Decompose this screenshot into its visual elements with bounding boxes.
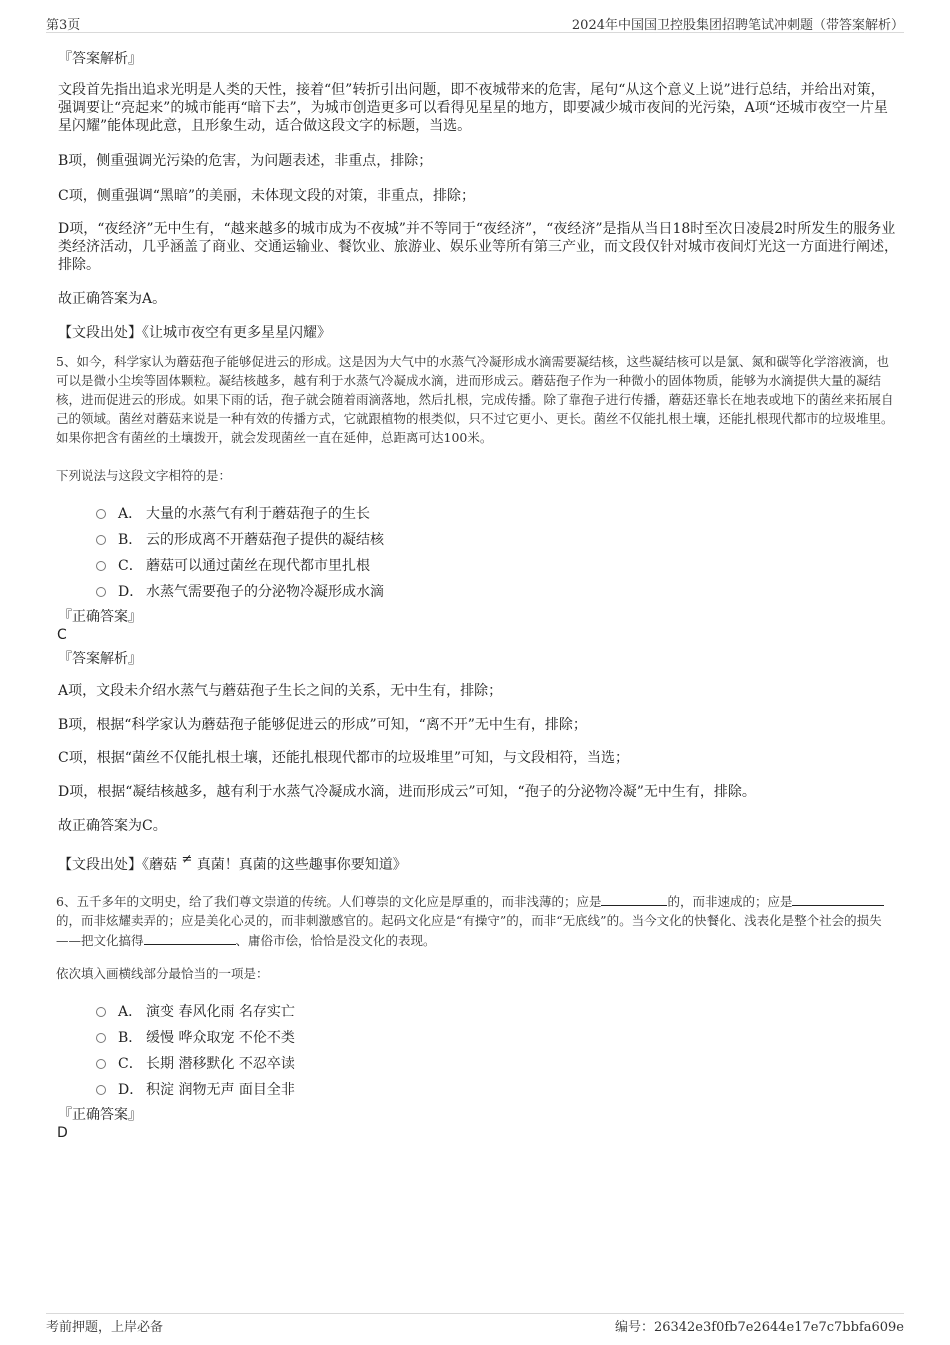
q4-analysis-para3: C项，侧重强调“黑暗”的美丽，未体现文段的对策，非重点，排除； [58, 188, 476, 204]
q5-option-a[interactable]: A． 大量的水蒸气有利于蘑菇孢子的生长 [96, 503, 370, 523]
q5-analysis-b: B项，根据“科学家认为蘑菇孢子能够促进云的形成”可知，“离不开”无中生有，排除； [58, 717, 587, 733]
q6-answer-label: 『正确答案』 [58, 1107, 142, 1123]
q6-option-d[interactable]: D． 积淀 润物无声 面目全非 [96, 1079, 295, 1099]
q5-stem: 5、如今，科学家认为蘑菇孢子能够促进云的形成。这是因为大气中的水蒸气冷凝形成水滴需要凝结核，这些凝结核可以是氯、氮和碳等化学溶液滴，也可以是微小尘埃等固体颗粒。凝结核越多，越有利于水蒸气冷凝成水滴，进而形成云。蘑菇孢子作为一种微小的固体物质，能够为水滴提供大量的凝结核，进而促进云的形成。如果下雨的话，孢子就会随着雨滴落地，然后扎根，完成传播。除了靠孢子进行传播，蘑菇还靠长在地表或地下的菌丝来拓展自己的领域。菌丝对蘑菇来说是一种有效的传播方式，它就跟植物的根类似，只不过它更小、更长。菌丝不仅能扎根土壤，还能扎根现代都市的垃圾堆里。如果你把含有菌丝的土壤拨开，就会发现菌丝一直在延伸，总距离可达100米。 [56, 354, 894, 445]
radio-button[interactable] [96, 535, 106, 545]
page-number: 第3页 [46, 18, 81, 33]
q5-option-b[interactable]: B． 云的形成离不开蘑菇孢子提供的凝结核 [96, 529, 384, 549]
document-title: 2024年中国国卫控股集团招聘笔试冲刺题（带答案解析） [571, 18, 904, 33]
q5-analysis-d: D项，根据“凝结核越多，越有利于水蒸气冷凝成水滴，进而形成云”可知，“孢子的分泌物冷凝”无中生有，排除。 [58, 784, 756, 800]
q5-option-c[interactable]: C． 蘑菇可以通过菌丝在现代都市里扎根 [96, 555, 370, 575]
q5-prompt: 下列说法与这段文字相符的是： [56, 468, 232, 483]
radio-button[interactable] [96, 509, 106, 519]
q5-analysis-label: 『答案解析』 [58, 651, 142, 667]
fill-blank-2 [792, 891, 884, 906]
radio-button[interactable] [96, 587, 106, 597]
q6-prompt: 依次填入画横线部分最恰当的一项是： [56, 966, 269, 981]
q5-answer-label: 『正确答案』 [58, 609, 142, 625]
document-serial: 编号：26342e3f0fb7e2644e17e7c7bbfa609e [614, 1320, 904, 1335]
q5-analysis-a: A项，文段未介绍水蒸气与蘑菇孢子生长之间的关系，无中生有，排除； [58, 683, 503, 699]
not-equal-symbol: ≠ [181, 852, 193, 867]
q6-option-a[interactable]: A． 演变 春风化雨 名存实亡 [96, 1001, 295, 1021]
q6-answer: D [57, 1125, 68, 1141]
q4-source: 【文段出处】《让城市夜空有更多星星闪耀》 [58, 325, 331, 341]
q6-option-b[interactable]: B． 缓慢 哗众取宠 不伦不类 [96, 1027, 295, 1047]
q4-analysis-para1: 文段首先指出追求光明是人类的天性，接着“但”转折引出问题，即不夜城带来的危害，尾句“从这个意义上说”进行总结，并给出对策，强调要让“亮起来”的城市能再“暗下去”，为城市创造更多可以看得见星星的地方，即要减少城市夜间的光污染，A项“还城市夜空一片星星闪耀”能体现此意，且形象生动，适合做这段文字的标题，当选。 [58, 82, 888, 134]
radio-button[interactable] [96, 1033, 106, 1043]
q5-option-d[interactable]: D． 水蒸气需要孢子的分泌物冷凝形成水滴 [96, 581, 384, 601]
radio-button[interactable] [96, 561, 106, 571]
q6-option-c[interactable]: C． 长期 潜移默化 不忍卒读 [96, 1053, 295, 1073]
radio-button[interactable] [96, 1085, 106, 1095]
q5-source: 【文段出处】《蘑菇 ≠ 真菌！真菌的这些趣事你要知道》 [58, 852, 407, 873]
q5-answer: C [57, 627, 67, 643]
q4-analysis-para4: D项，“夜经济”无中生有，“越来越多的城市成为不夜城”并不等同于“夜经济”，“夜经济”是指从当日18时至次日凌晨2时所发生的服务业类经济活动，几乎涵盖了商业、交通运输业、餐饮业、旅游业、娱乐业等所有第三产业，而文段仅针对城市夜间灯光这一方面进行阐述，排除。 [58, 221, 898, 273]
q5-analysis-c: C项，根据“菌丝不仅能扎根土壤，还能扎根现代都市的垃圾堆里”可知，与文段相符，当选； [58, 750, 630, 766]
q4-conclusion: 故正确答案为A。 [58, 291, 167, 307]
radio-button[interactable] [96, 1059, 106, 1069]
page-footer [46, 1313, 904, 1335]
footer-slogan: 考前押题，上岸必备 [46, 1320, 164, 1335]
q6-stem: 6、五千多年的文明史，给了我们尊文崇道的传统。人们尊崇的文化应是厚重的，而非浅薄的；应是 的，而非速成的；应是的，而非炫耀卖弄的；应是美化心灵的，而非刺激感官的。起码文化应是“有操守”的，而非“无底线”的。当今文化的快餐化、浅表化是整个社会的损失——把文化搞得 、庸俗市侩，恰恰是没文化的表现。 [56, 891, 900, 950]
fill-blank-1 [601, 891, 667, 906]
q4-analysis-label: 『答案解析』 [58, 51, 142, 67]
q4-analysis-para2: B项，侧重强调光污染的危害，为问题表述，非重点，排除； [58, 153, 433, 169]
q5-conclusion: 故正确答案为C。 [58, 818, 167, 834]
radio-button[interactable] [96, 1007, 106, 1017]
fill-blank-3 [144, 930, 236, 945]
page-header [46, 10, 904, 33]
